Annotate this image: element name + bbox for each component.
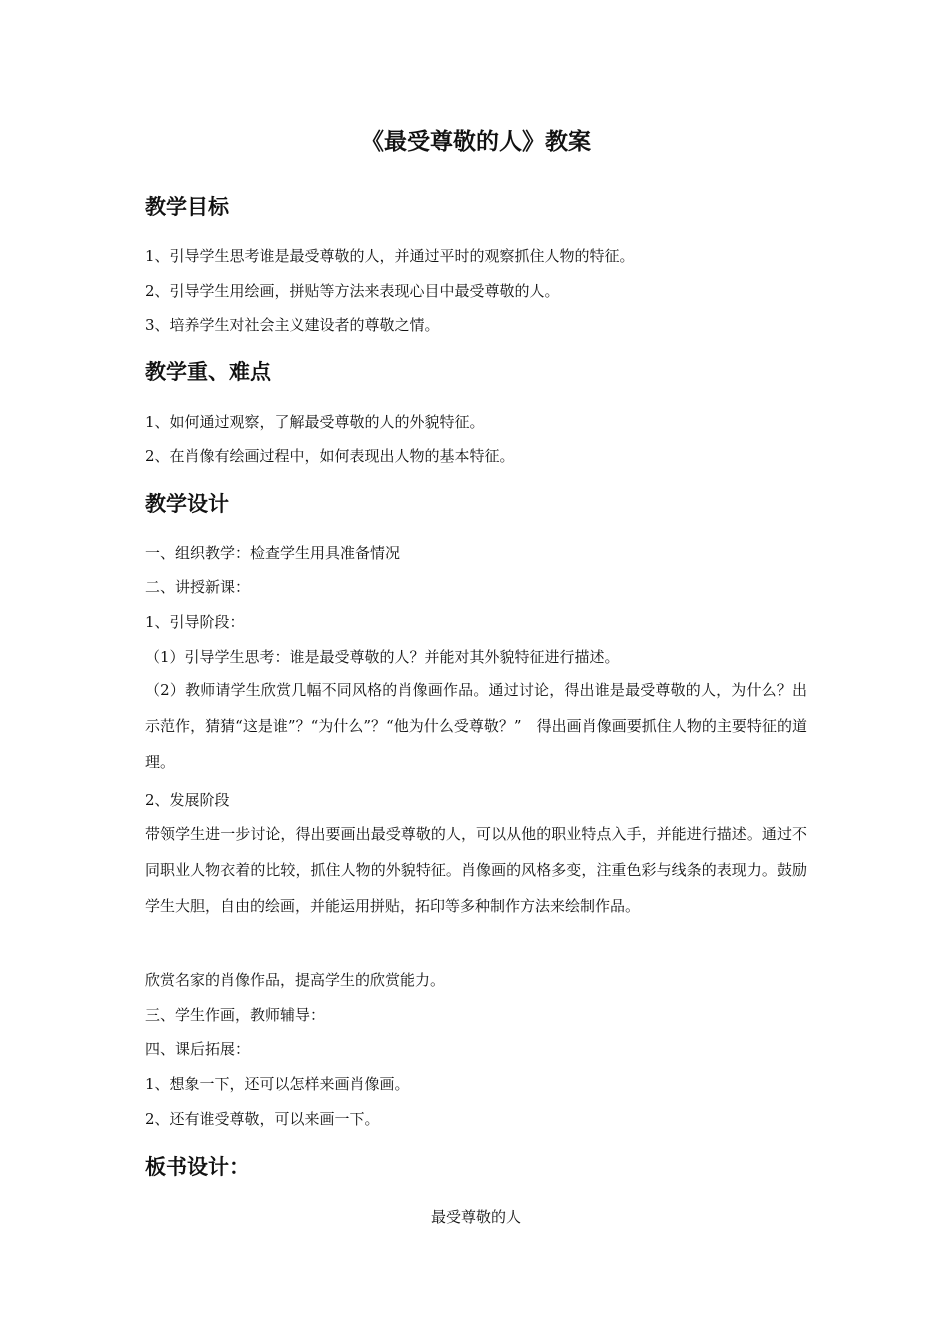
section-heading-design: 教学设计 [145, 491, 229, 516]
objective-item: 2、引导学生用绘画，拼贴等方法来表现心目中最受尊敬的人。 [145, 282, 560, 300]
design-line: （1）引导学生思考：谁是最受尊敬的人？并能对其外貌特征进行描述。 [145, 648, 620, 666]
design-line: 1、想象一下，还可以怎样来画肖像画。 [145, 1075, 410, 1093]
design-line: 欣赏名家的肖像作品，提高学生的欣赏能力。 [145, 971, 446, 989]
section-heading-key-points: 教学重、难点 [145, 359, 271, 384]
key-point-item: 2、在肖像有绘画过程中，如何表现出人物的基本特征。 [145, 447, 515, 465]
design-line: 2、还有谁受尊敬，可以来画一下。 [145, 1110, 380, 1128]
design-line: 三、学生作画，教师辅导： [145, 1006, 326, 1024]
board-center-text: 最受尊敬的人 [430, 1208, 521, 1226]
key-point-item: 1、如何通过观察，了解最受尊敬的人的外貌特征。 [145, 413, 485, 431]
design-paragraph-development: 带领学生进一步讨论，得出要画出最受尊敬的人，可以从他的职业特点入手，并能进行描述。通过不同职业人物衣着的比较，抓住人物的外貌特征。肖像画的风格多变，注重色彩与线条的表现力。鼓励学生大胆，自由的绘画，并能运用拼贴，拓印等多种制作方法来绘制作品。 [145, 825, 807, 915]
design-line: 二、讲授新课： [145, 578, 251, 596]
design-line: 一、组织教学：检查学生用具准备情况 [145, 544, 401, 562]
objective-item: 1、引导学生思考谁是最受尊敬的人，并通过平时的观察抓住人物的特征。 [145, 247, 635, 265]
page-title: 《最受尊敬的人》教案 [361, 128, 591, 155]
objective-item: 3、培养学生对社会主义建设者的尊敬之情。 [145, 316, 440, 334]
design-line: 2、发展阶段 [145, 791, 230, 809]
section-heading-board: 板书设计： [145, 1154, 250, 1179]
design-paragraph-guide: （2）教师请学生欣赏几幅不同风格的肖像画作品。通过讨论，得出谁是最受尊敬的人，为什么？出示范作，猜猜“这是谁”？“为什么”？“他为什么受尊敬？” 得出画肖像画要抓住人物的主要特征的道理。 [145, 681, 807, 771]
section-heading-objectives: 教学目标 [145, 194, 229, 219]
design-line: 四、课后拓展： [145, 1040, 251, 1058]
design-line: 1、引导阶段： [145, 613, 245, 631]
